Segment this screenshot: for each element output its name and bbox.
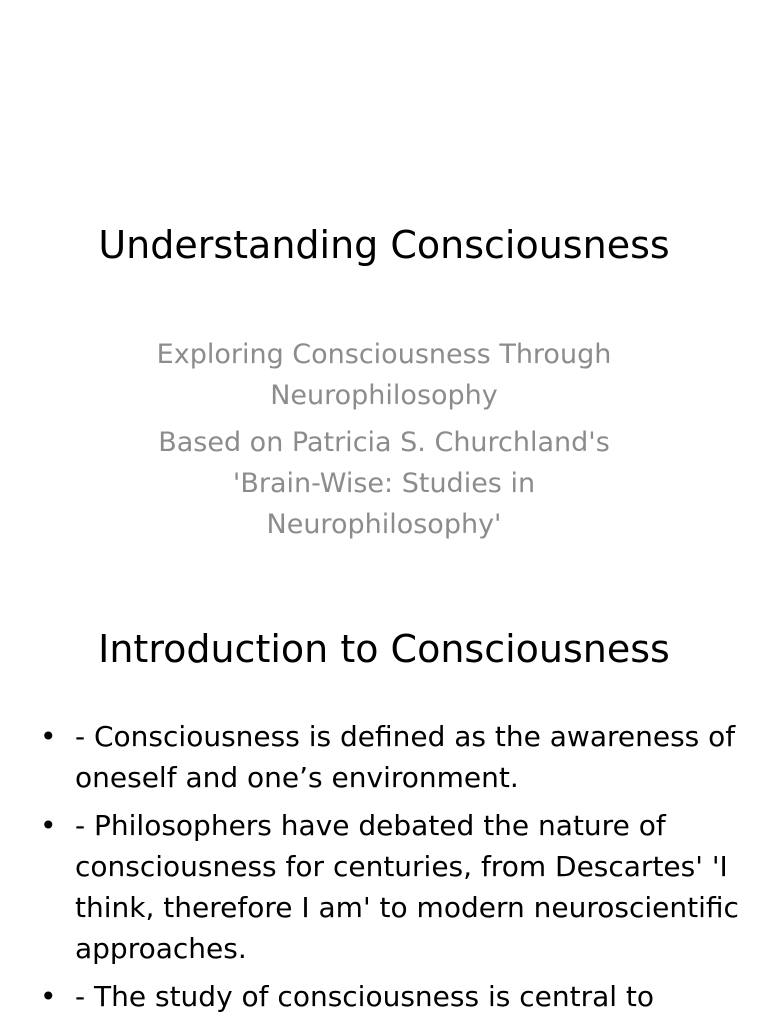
bullet-text: - Philosophers have debated the nature of consciousness for centuries, from Descartes' 'I think, therefore I am' to modern neuroscientific approaches.	[75, 809, 739, 965]
bullet-text: - Consciousness is defined as the awareness of oneself and one’s environment.	[75, 720, 736, 794]
bullet-dot-icon: •	[40, 809, 57, 842]
bullet-list	[40, 716, 740, 1024]
bullet-dot-icon: •	[40, 720, 57, 753]
bullet-item	[40, 716, 740, 798]
bullet-text: - The study of consciousness is central to	[75, 980, 655, 1013]
bullet-item	[40, 976, 740, 1017]
subtitle-line: Based on Patricia S. Churchland's 'Brain-Wise: Studies in Neurophilosophy'	[158, 427, 610, 540]
subtitle-block	[120, 334, 648, 551]
section-title: Introduction to Consciousness	[98, 627, 670, 671]
bullet-dot-icon: •	[40, 980, 57, 1013]
subtitle-line: Exploring Consciousness Through Neurophilosophy	[156, 339, 612, 411]
slide-title: Understanding Consciousness	[98, 223, 670, 267]
bullet-item	[40, 805, 740, 969]
